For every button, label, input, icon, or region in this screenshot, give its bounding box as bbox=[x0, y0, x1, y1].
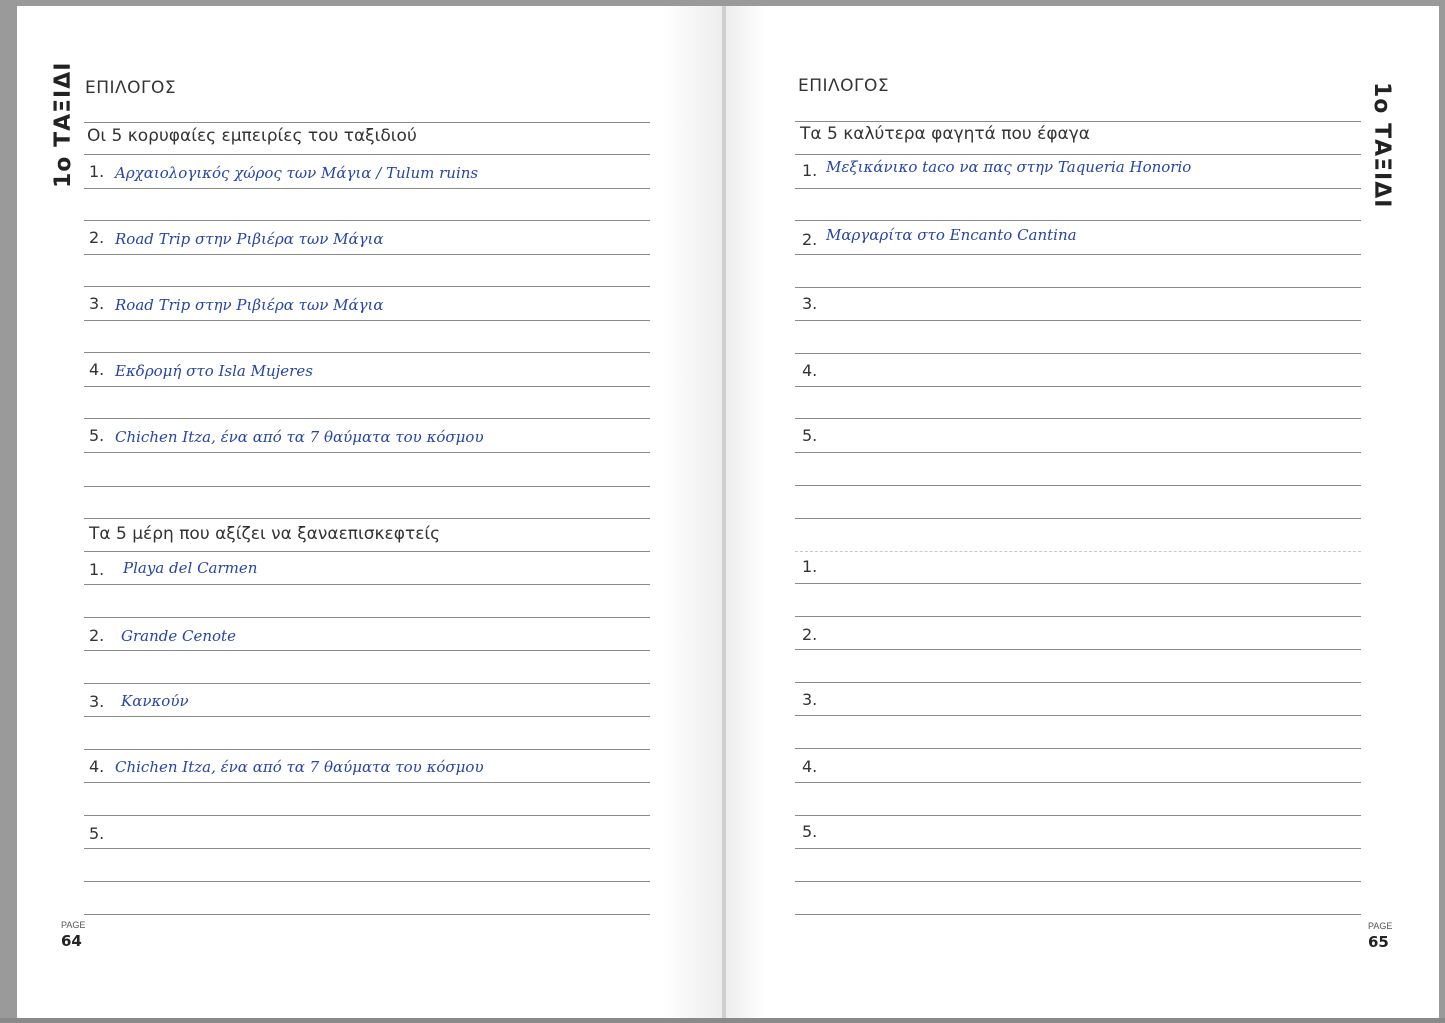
item-number: 2. bbox=[89, 626, 105, 645]
page-number: 64 bbox=[61, 932, 82, 950]
rule bbox=[84, 881, 650, 882]
handwritten-entry: Εκδρομή στο Isla Mujeres bbox=[115, 362, 313, 380]
item-number: 4. bbox=[802, 757, 818, 776]
rule bbox=[84, 650, 650, 651]
section-title: Τα 5 μέρη που αξίζει να ξαναεπισκεφτείς bbox=[89, 524, 441, 544]
rule bbox=[795, 518, 1361, 519]
rule bbox=[84, 386, 650, 387]
rule bbox=[795, 782, 1361, 783]
rule bbox=[84, 518, 650, 519]
item-number: 5. bbox=[802, 822, 818, 841]
left-page bbox=[17, 6, 722, 1018]
handwritten-entry: Μεξικάνικο taco να πας στην Taqueria Honorio bbox=[826, 158, 1192, 176]
rule bbox=[84, 617, 650, 618]
item-number: 1. bbox=[89, 560, 105, 579]
handwritten-entry: Grande Cenote bbox=[121, 627, 236, 645]
rule bbox=[795, 353, 1361, 354]
item-number: 1. bbox=[802, 557, 818, 576]
rule bbox=[795, 914, 1361, 915]
rule bbox=[84, 154, 650, 155]
rule bbox=[84, 716, 650, 717]
item-number: 5. bbox=[89, 426, 105, 445]
rule bbox=[795, 649, 1361, 650]
rule bbox=[84, 220, 650, 221]
handwritten-entry: Chichen Itza, ένα από τα 7 θαύματα του κόσμου bbox=[115, 758, 484, 776]
handwritten-entry: Road Trip στην Ριβιέρα των Μάγια bbox=[115, 296, 384, 314]
item-number: 2. bbox=[89, 228, 105, 247]
handwritten-entry: Road Trip στην Ριβιέρα των Μάγια bbox=[115, 230, 384, 248]
rule bbox=[84, 122, 650, 123]
rule bbox=[84, 352, 650, 353]
rule bbox=[795, 748, 1361, 749]
rule bbox=[84, 188, 650, 189]
item-number: 3. bbox=[89, 692, 105, 711]
rule bbox=[84, 782, 650, 783]
rule bbox=[795, 848, 1361, 849]
rule bbox=[84, 749, 650, 750]
rule bbox=[795, 485, 1361, 486]
rule bbox=[84, 254, 650, 255]
rule bbox=[84, 486, 650, 487]
section-title: Τα 5 καλύτερα φαγητά που έφαγα bbox=[800, 124, 1091, 144]
item-number: 4. bbox=[89, 757, 105, 776]
handwritten-entry: Playa del Carmen bbox=[123, 559, 258, 577]
rule bbox=[795, 188, 1361, 189]
item-number: 1. bbox=[802, 161, 818, 180]
item-number: 5. bbox=[89, 824, 105, 843]
rule bbox=[795, 881, 1361, 882]
page-label: PAGE bbox=[61, 920, 86, 930]
handwritten-entry: Κανκούν bbox=[121, 692, 189, 710]
rule bbox=[795, 815, 1361, 816]
rule bbox=[84, 848, 650, 849]
rule bbox=[84, 914, 650, 915]
page-heading: ΕΠΙΛΟΓΟΣ bbox=[798, 76, 890, 96]
rule bbox=[795, 320, 1361, 321]
rule bbox=[795, 452, 1361, 453]
rule bbox=[84, 551, 650, 552]
side-title: 1ο ΤΑΞΙΔΙ bbox=[51, 61, 76, 188]
rule bbox=[795, 551, 1361, 552]
rule bbox=[795, 386, 1361, 387]
item-number: 4. bbox=[89, 360, 105, 379]
handwritten-entry: Αρχαιολογικός χώρος των Μάγια / Tulum ruins bbox=[115, 164, 479, 182]
rule bbox=[84, 683, 650, 684]
section-title: Οι 5 κορυφαίες εμπειρίες του ταξιδιού bbox=[87, 126, 417, 146]
item-number: 1. bbox=[89, 162, 105, 181]
item-number: 3. bbox=[802, 294, 818, 313]
page-heading: ΕΠΙΛΟΓΟΣ bbox=[85, 78, 177, 98]
rule bbox=[795, 287, 1361, 288]
side-title: 1ο ΤΑΞΙΔΙ bbox=[1369, 82, 1394, 209]
rule bbox=[84, 418, 650, 419]
item-number: 2. bbox=[802, 230, 818, 249]
item-number: 3. bbox=[802, 690, 818, 709]
rule bbox=[795, 616, 1361, 617]
rule bbox=[795, 220, 1361, 221]
page-number: 65 bbox=[1368, 933, 1389, 951]
rule bbox=[84, 452, 650, 453]
rule bbox=[795, 254, 1361, 255]
item-number: 4. bbox=[802, 361, 818, 380]
rule bbox=[84, 815, 650, 816]
rule bbox=[795, 154, 1361, 155]
item-number: 3. bbox=[89, 294, 105, 313]
right-page bbox=[726, 6, 1439, 1018]
item-number: 5. bbox=[802, 426, 818, 445]
rule bbox=[84, 286, 650, 287]
rule bbox=[795, 682, 1361, 683]
rule bbox=[84, 320, 650, 321]
item-number: 2. bbox=[802, 625, 818, 644]
rule bbox=[795, 121, 1361, 122]
handwritten-entry: Μαργαρίτα στο Encanto Cantina bbox=[826, 226, 1077, 244]
rule bbox=[795, 418, 1361, 419]
rule bbox=[795, 583, 1361, 584]
rule bbox=[84, 584, 650, 585]
page-label: PAGE bbox=[1368, 921, 1393, 931]
handwritten-entry: Chichen Itza, ένα από τα 7 θαύματα του κόσμου bbox=[115, 428, 484, 446]
book-bottom-edge bbox=[0, 1018, 1445, 1023]
rule bbox=[795, 715, 1361, 716]
